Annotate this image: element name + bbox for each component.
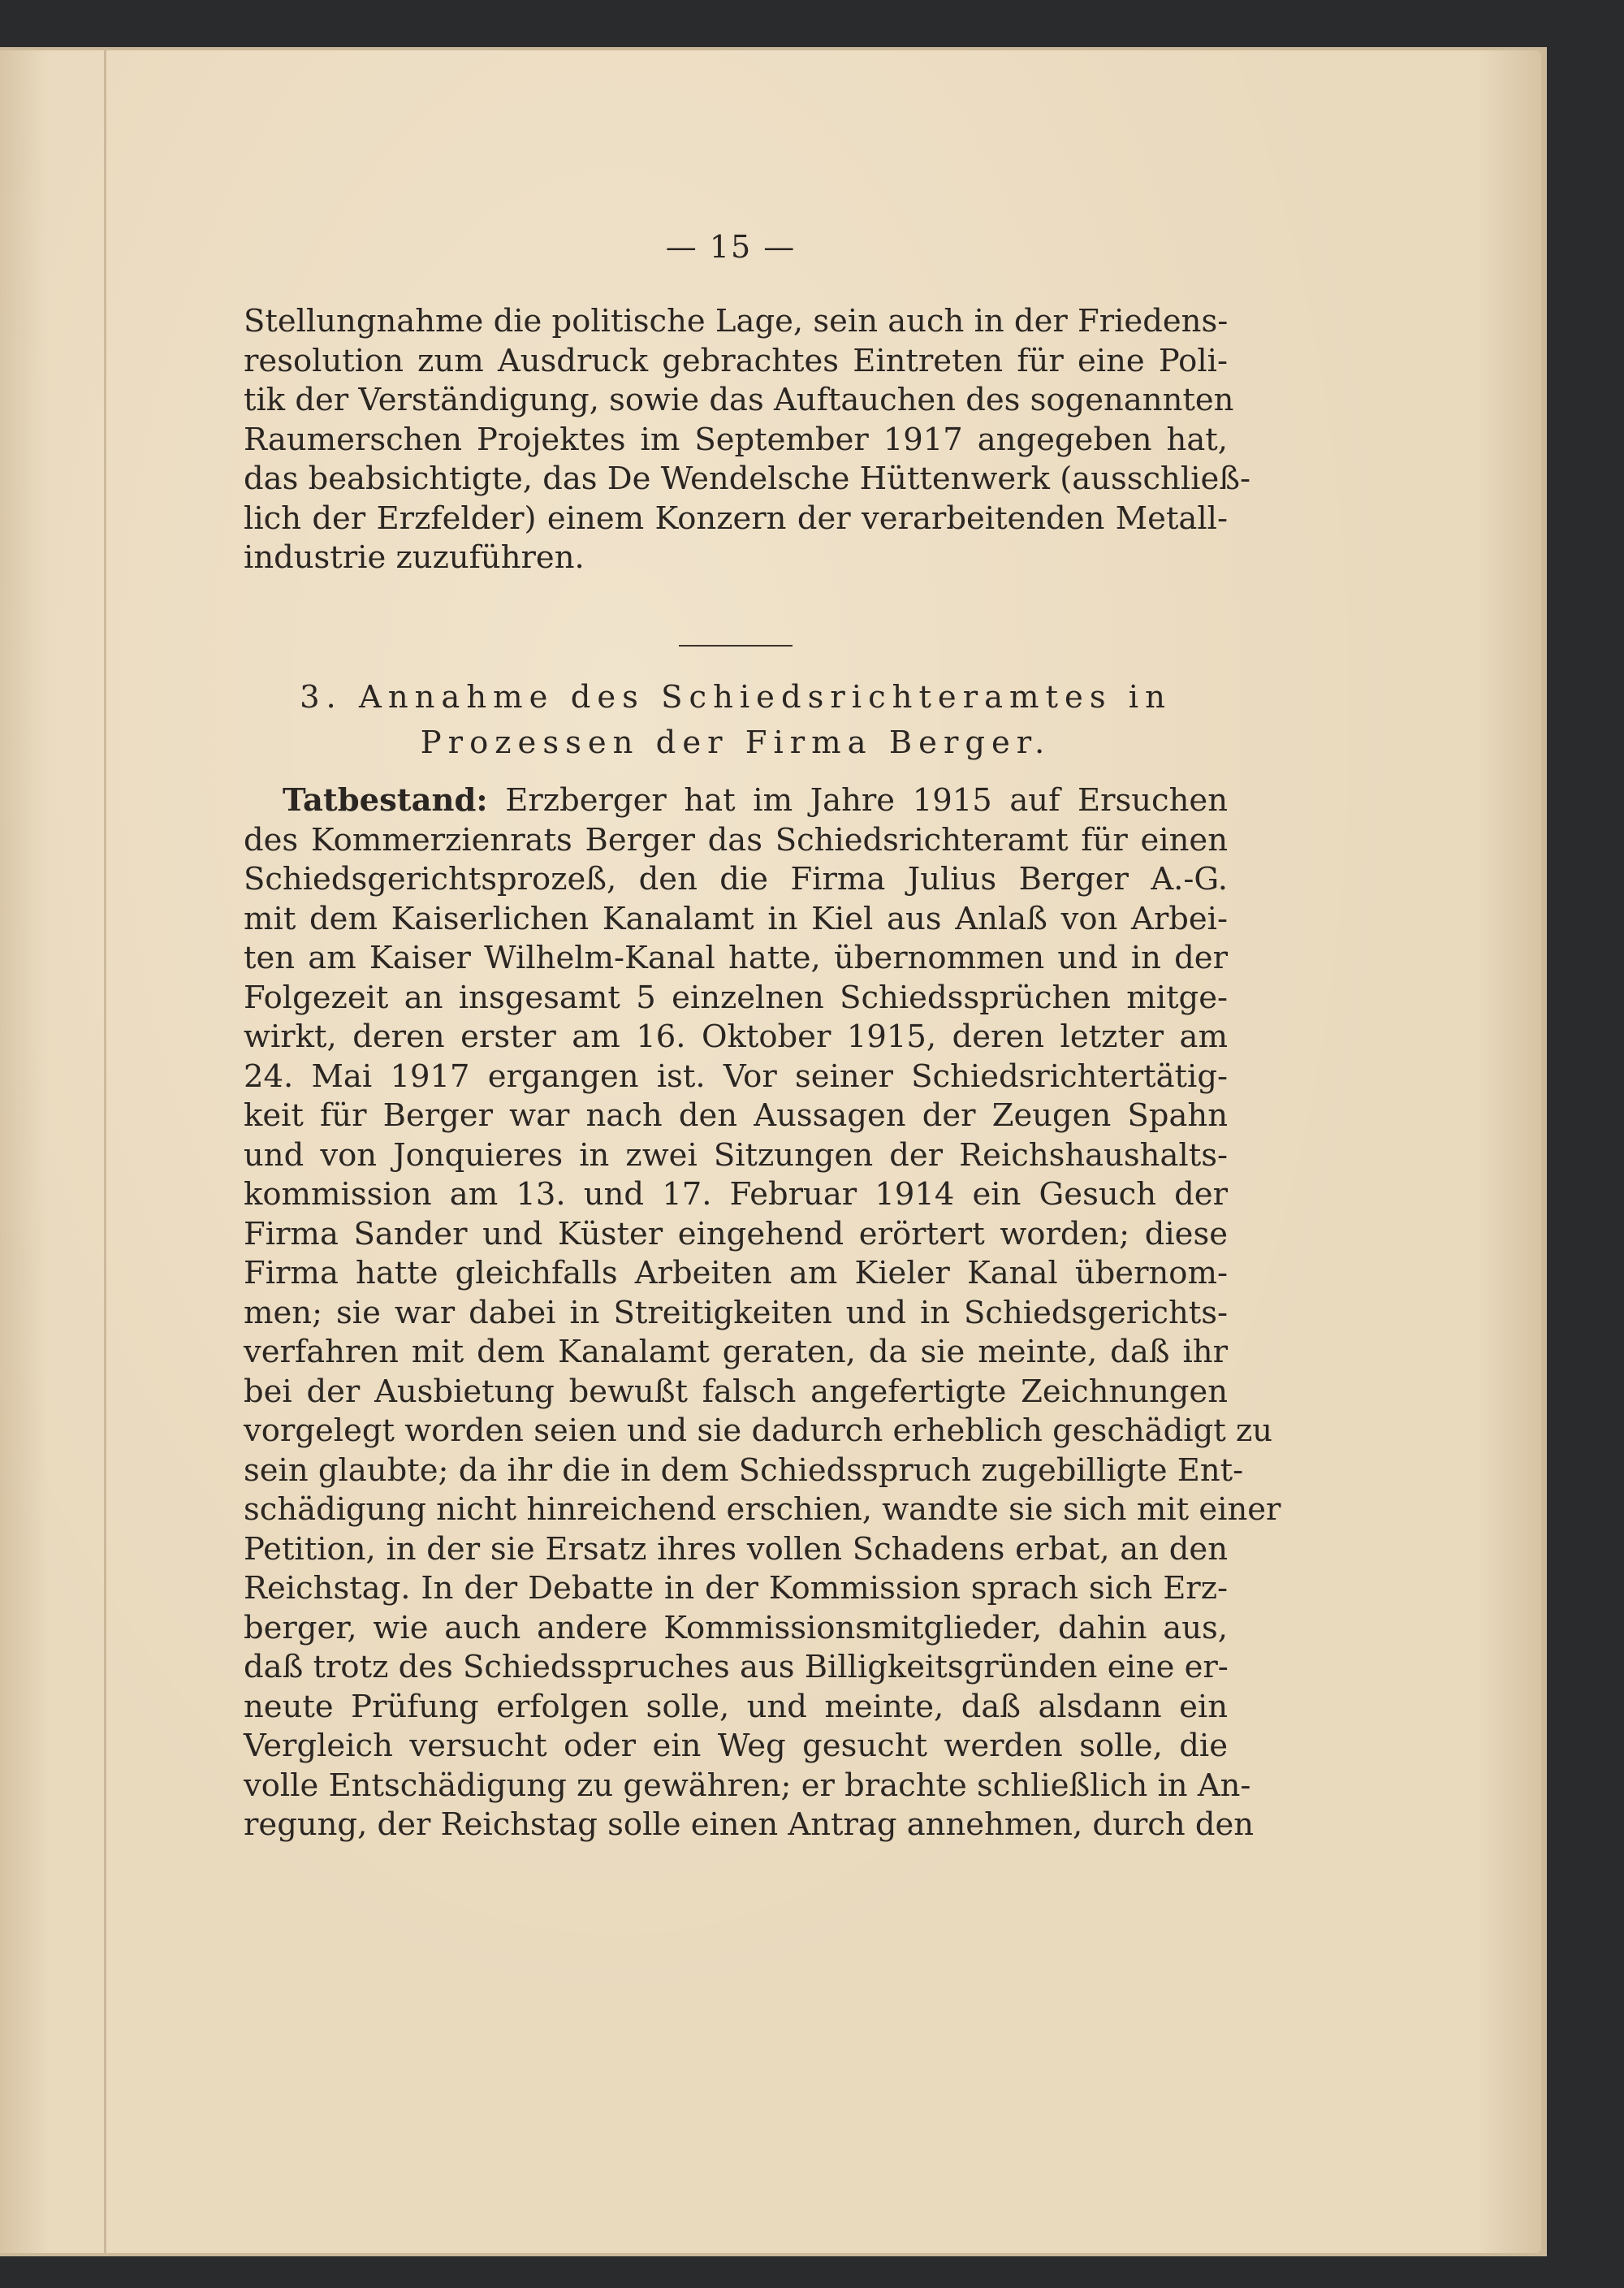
text-line: industrie zuzuführen. xyxy=(244,539,585,576)
text-line: Reichstag. In der Debatte in der Kommission sprach sich Erz- xyxy=(244,1570,1228,1607)
page-number: — 15 — xyxy=(665,229,797,265)
tatbestand-label: Tatbestand: xyxy=(283,782,488,819)
text-line: tik der Verständigung, sowie das Auftauchen des sogenannten xyxy=(244,382,1234,418)
text-line: das beabsichtigte, das De Wendelsche Hüttenwerk (ausschließ- xyxy=(244,461,1250,497)
text-line: Vergleich versucht oder ein Weg gesucht werden solle, die xyxy=(244,1728,1228,1764)
first-line-text: Erzberger hat im Jahre 1915 auf Ersuchen xyxy=(505,782,1228,819)
text-line: schädigung nicht hinreichend erschien, wandte sie sich mit einer xyxy=(244,1491,1281,1528)
text-line: wirkt, deren erster am 16. Oktober 1915, deren letzter am xyxy=(244,1019,1228,1055)
text-line: Firma hatte gleichfalls Arbeiten am Kieler Kanal übernom- xyxy=(244,1255,1228,1291)
text-line: lich der Erzfelder) einem Konzern der verarbeitenden Metall- xyxy=(244,500,1228,537)
text-line: neute Prüfung erfolgen solle, und meinte, daß alsdann ein xyxy=(244,1688,1228,1725)
text-line: Firma Sander und Küster eingehend erörtert worden; diese xyxy=(244,1215,1228,1252)
text-line: kommission am 13. und 17. Februar 1914 ein Gesuch der xyxy=(244,1176,1228,1213)
text-line-first xyxy=(244,781,1228,821)
text-line: bei der Ausbietung bewußt falsch angefertigte Zeichnungen xyxy=(244,1373,1228,1410)
text-line: Schiedsgerichtsprozeß, den die Firma Julius Berger A.-G. xyxy=(244,861,1228,897)
text-line: Raumerschen Projektes im September 1917 angegeben hat, xyxy=(244,421,1228,458)
text-line: vorgelegt worden seien und sie dadurch erheblich geschädigt zu xyxy=(244,1412,1273,1449)
text-line: mit dem Kaiserlichen Kanalamt in Kiel aus Anlaß von Arbei- xyxy=(244,900,1228,937)
text-line: des Kommerzienrats Berger das Schiedsrichteramt für einen xyxy=(244,821,1228,859)
section-heading-line-2: Prozessen der Firma Berger. xyxy=(420,724,1052,761)
text-line: resolution zum Ausdruck gebrachtes Eintreten für eine Poli- xyxy=(244,342,1228,379)
text-line: volle Entschädigung zu gewähren; er brachte schließlich in An- xyxy=(244,1767,1251,1804)
page-gutter xyxy=(104,50,106,2253)
text-line: keit für Berger war nach den Aussagen der Zeugen Spahn xyxy=(244,1097,1228,1134)
text-line: Petition, in der sie Ersatz ihres vollen Schadens erbat, an den xyxy=(244,1530,1228,1568)
text-line: 24. Mai 1917 ergangen ist. Vor seiner Schiedsrichtertätig- xyxy=(244,1057,1228,1095)
text-line: Folgezeit an insgesamt 5 einzelnen Schiedssprüchen mitge- xyxy=(244,979,1228,1016)
text-line: verfahren mit dem Kanalamt geraten, da sie meinte, daß ihr xyxy=(244,1334,1228,1370)
intro-paragraph xyxy=(244,302,1250,578)
text-line: sein glaubte; da ihr die in dem Schiedsspruch zugebilligte Ent- xyxy=(244,1451,1244,1489)
text-line: men; sie war dabei in Streitigkeiten und in Schiedsgerichts- xyxy=(244,1294,1228,1331)
section-body xyxy=(244,781,1281,1845)
text-line: berger, wie auch andere Kommissionsmitglieder, dahin aus, xyxy=(244,1609,1228,1646)
text-line: und von Jonquieres in zwei Sitzungen der Reichshaushalts- xyxy=(244,1136,1228,1174)
text-line: ten am Kaiser Wilhelm-Kanal hatte, übernommen und in der xyxy=(244,940,1228,976)
section-heading-line-1: 3. Annahme des Schiedsrichteramtes in xyxy=(300,679,1172,716)
section-divider xyxy=(679,645,793,647)
text-line: Stellungnahme die politische Lage, sein auch in der Friedens- xyxy=(244,303,1229,340)
text-line: daß trotz des Schiedsspruches aus Billigkeitsgründen eine er- xyxy=(244,1649,1229,1685)
text-line: regung, der Reichstag solle einen Antrag annehmen, durch den xyxy=(244,1806,1255,1843)
